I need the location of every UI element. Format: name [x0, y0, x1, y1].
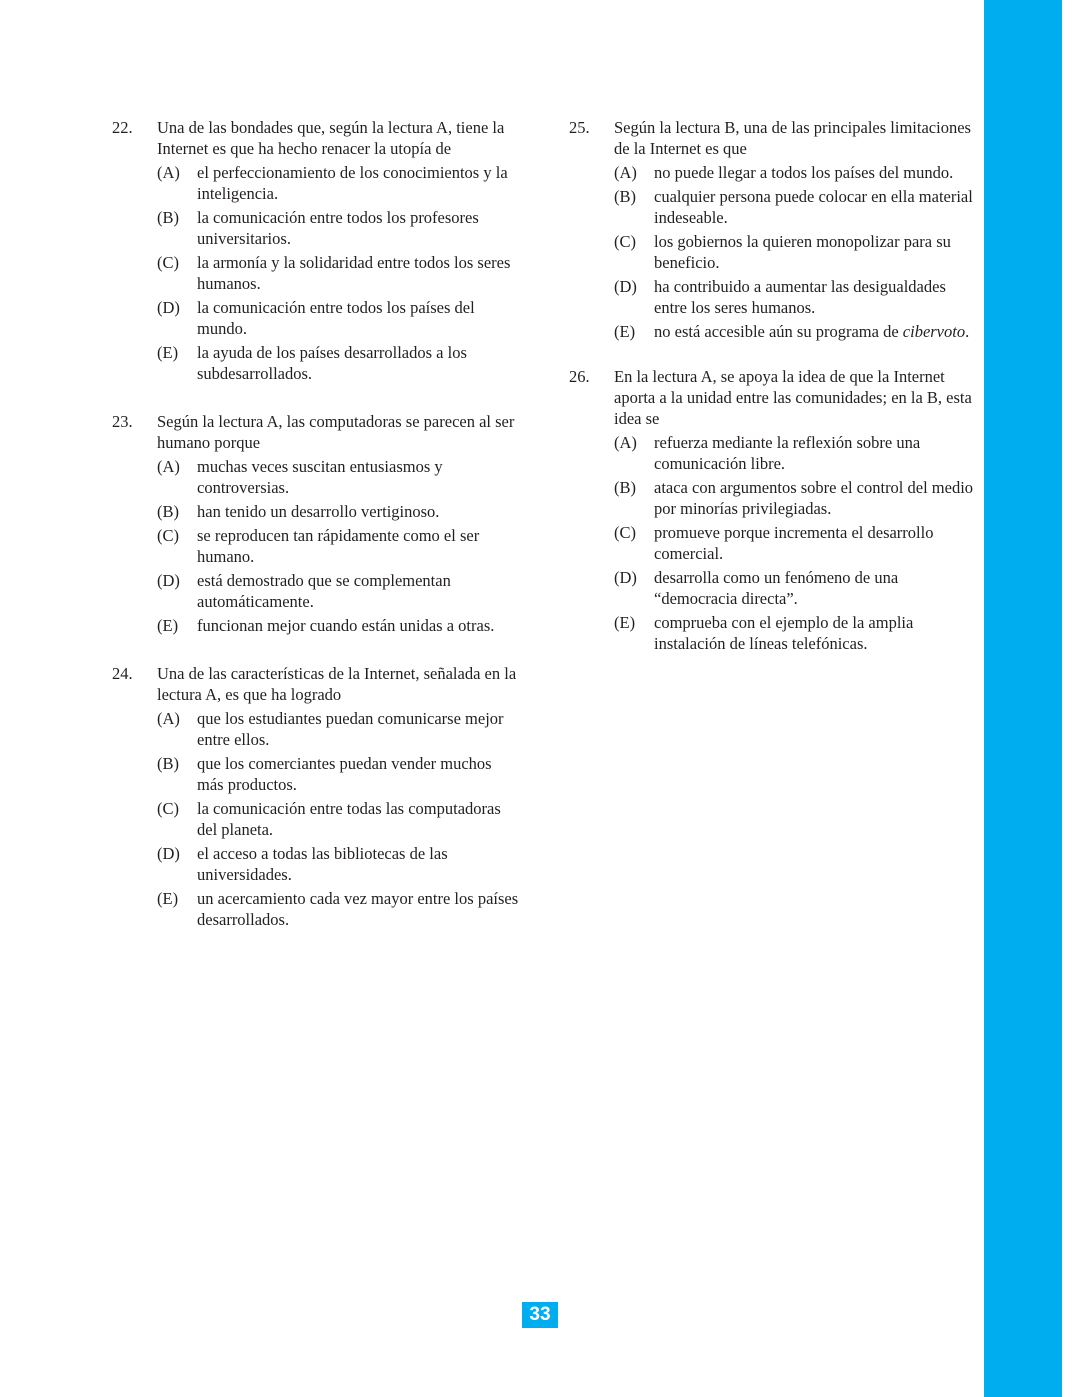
option-c [157, 525, 522, 567]
option-b [157, 207, 522, 249]
option-a [157, 708, 522, 750]
option-text: cualquier persona puede colocar en ella material indeseable. [654, 187, 973, 227]
option-text: la comunicación entre todos los países del mundo. [197, 298, 475, 338]
option-text: la comunicación entre todas las computadoras del planeta. [197, 799, 501, 839]
option-letter: (D) [614, 568, 637, 587]
option-letter: (A) [614, 433, 637, 452]
question-24 [112, 663, 522, 930]
page-number: 33 [522, 1302, 558, 1328]
option-a [157, 162, 522, 204]
option-letter: (E) [157, 889, 179, 908]
question-number: 22. [112, 118, 133, 137]
option-text: está demostrado que se complementan automáticamente. [197, 571, 451, 611]
option-e [157, 888, 522, 930]
option-text: que los estudiantes puedan comunicarse mejor entre ellos. [197, 709, 504, 749]
option-b [614, 186, 981, 228]
option-letter: (B) [614, 187, 636, 206]
option-b [157, 501, 522, 522]
option-d [157, 843, 522, 885]
option-letter: (A) [614, 163, 637, 182]
option-text: el acceso a todas las bibliotecas de las universidades. [197, 844, 448, 884]
question-number: 24. [112, 664, 133, 683]
option-text: no puede llegar a todos los países del mundo. [654, 163, 954, 182]
question-25 [569, 117, 981, 342]
question-number: 26. [569, 367, 590, 386]
question-stem: En la lectura A, se apoya la idea de que la Internet aporta a la unidad entre las comunidades; en la B, esta idea se [614, 367, 972, 428]
option-text: la armonía y la solidaridad entre todos los seres humanos. [197, 253, 511, 293]
option-d [157, 297, 522, 339]
option-c [157, 798, 522, 840]
option-text: funcionan mejor cuando están unidas a otras. [197, 616, 495, 635]
option-letter: (A) [157, 457, 180, 476]
option-d [614, 276, 981, 318]
option-a [614, 432, 981, 474]
option-letter: (C) [614, 523, 636, 542]
option-list [157, 456, 522, 636]
option-letter: (A) [157, 709, 180, 728]
option-letter: (D) [614, 277, 637, 296]
option-text: promueve porque incrementa el desarrollo comercial. [654, 523, 934, 563]
question-stem: Una de las bondades que, según la lectura A, tiene la Internet es que ha hecho renacer la utopía de [157, 118, 505, 158]
question-number: 23. [112, 412, 133, 431]
option-text: ataca con argumentos sobre el control del medio por minorías privilegiadas. [654, 478, 974, 518]
question-23 [112, 411, 522, 636]
option-a [157, 456, 522, 498]
question-26 [569, 366, 981, 654]
option-letter: (E) [614, 613, 636, 632]
option-list [157, 708, 522, 930]
option-d [157, 570, 522, 612]
option-text: que los comerciantes puedan vender muchos más productos. [197, 754, 492, 794]
option-text: la comunicación entre todos los profesores universitarios. [197, 208, 479, 248]
option-text-italic: cibervoto [902, 322, 966, 341]
option-letter: (E) [614, 322, 636, 341]
option-letter: (B) [157, 208, 179, 227]
option-letter: (B) [157, 754, 179, 773]
option-letter: (B) [157, 502, 179, 521]
option-text: muchas veces suscitan entusiasmos y controversias. [197, 457, 443, 497]
question-number: 25. [569, 118, 590, 137]
option-letter: (C) [157, 799, 179, 818]
option-b [614, 477, 981, 519]
option-text: los gobiernos la quieren monopolizar para su beneficio. [654, 232, 951, 272]
option-letter: (C) [157, 526, 179, 545]
question-stem: Una de las características de la Internet, señalada en la lectura A, es que ha logrado [157, 664, 517, 704]
question-22 [112, 117, 522, 384]
option-e [157, 615, 522, 636]
option-d [614, 567, 981, 609]
option-c [614, 231, 981, 273]
left-column [112, 117, 522, 933]
option-text: ha contribuido a aumentar las desigualdades entre los seres humanos. [654, 277, 946, 317]
option-text: un acercamiento cada vez mayor entre los países desarrollados. [197, 889, 519, 929]
option-letter: (D) [157, 571, 180, 590]
option-text: el perfeccionamiento de los conocimientos y la inteligencia. [197, 163, 508, 203]
option-text: han tenido un desarrollo vertiginoso. [197, 502, 440, 521]
option-letter: (D) [157, 844, 180, 863]
option-text: comprueba con el ejemplo de la amplia instalación de líneas telefónicas. [654, 613, 914, 653]
option-text: desarrolla como un fenómeno de una “democracia directa”. [654, 568, 899, 608]
option-text-end: . [965, 322, 970, 341]
option-e [614, 612, 981, 654]
option-list [614, 162, 981, 342]
option-c [614, 522, 981, 564]
option-list [614, 432, 981, 654]
right-column [569, 117, 981, 657]
option-letter: (D) [157, 298, 180, 317]
option-list [157, 162, 522, 384]
option-letter: (C) [614, 232, 636, 251]
option-c [157, 252, 522, 294]
option-text: la ayuda de los países desarrollados a los subdesarrollados. [197, 343, 467, 383]
option-a [614, 162, 981, 183]
question-stem: Según la lectura A, las computadoras se parecen al ser humano porque [157, 412, 515, 452]
option-e [157, 342, 522, 384]
option-text: se reproducen tan rápidamente como el ser humano. [197, 526, 480, 566]
option-letter: (C) [157, 253, 179, 272]
option-letter: (E) [157, 343, 179, 362]
option-e [614, 321, 981, 342]
option-text: no está accesible aún su programa de [654, 322, 899, 341]
option-letter: (A) [157, 163, 180, 182]
option-text: refuerza mediante la reflexión sobre una comunicación libre. [654, 433, 921, 473]
option-letter: (E) [157, 616, 179, 635]
option-letter: (B) [614, 478, 636, 497]
side-color-band [984, 0, 1062, 1397]
question-stem: Según la lectura B, una de las principales limitaciones de la Internet es que [614, 118, 971, 158]
option-b [157, 753, 522, 795]
